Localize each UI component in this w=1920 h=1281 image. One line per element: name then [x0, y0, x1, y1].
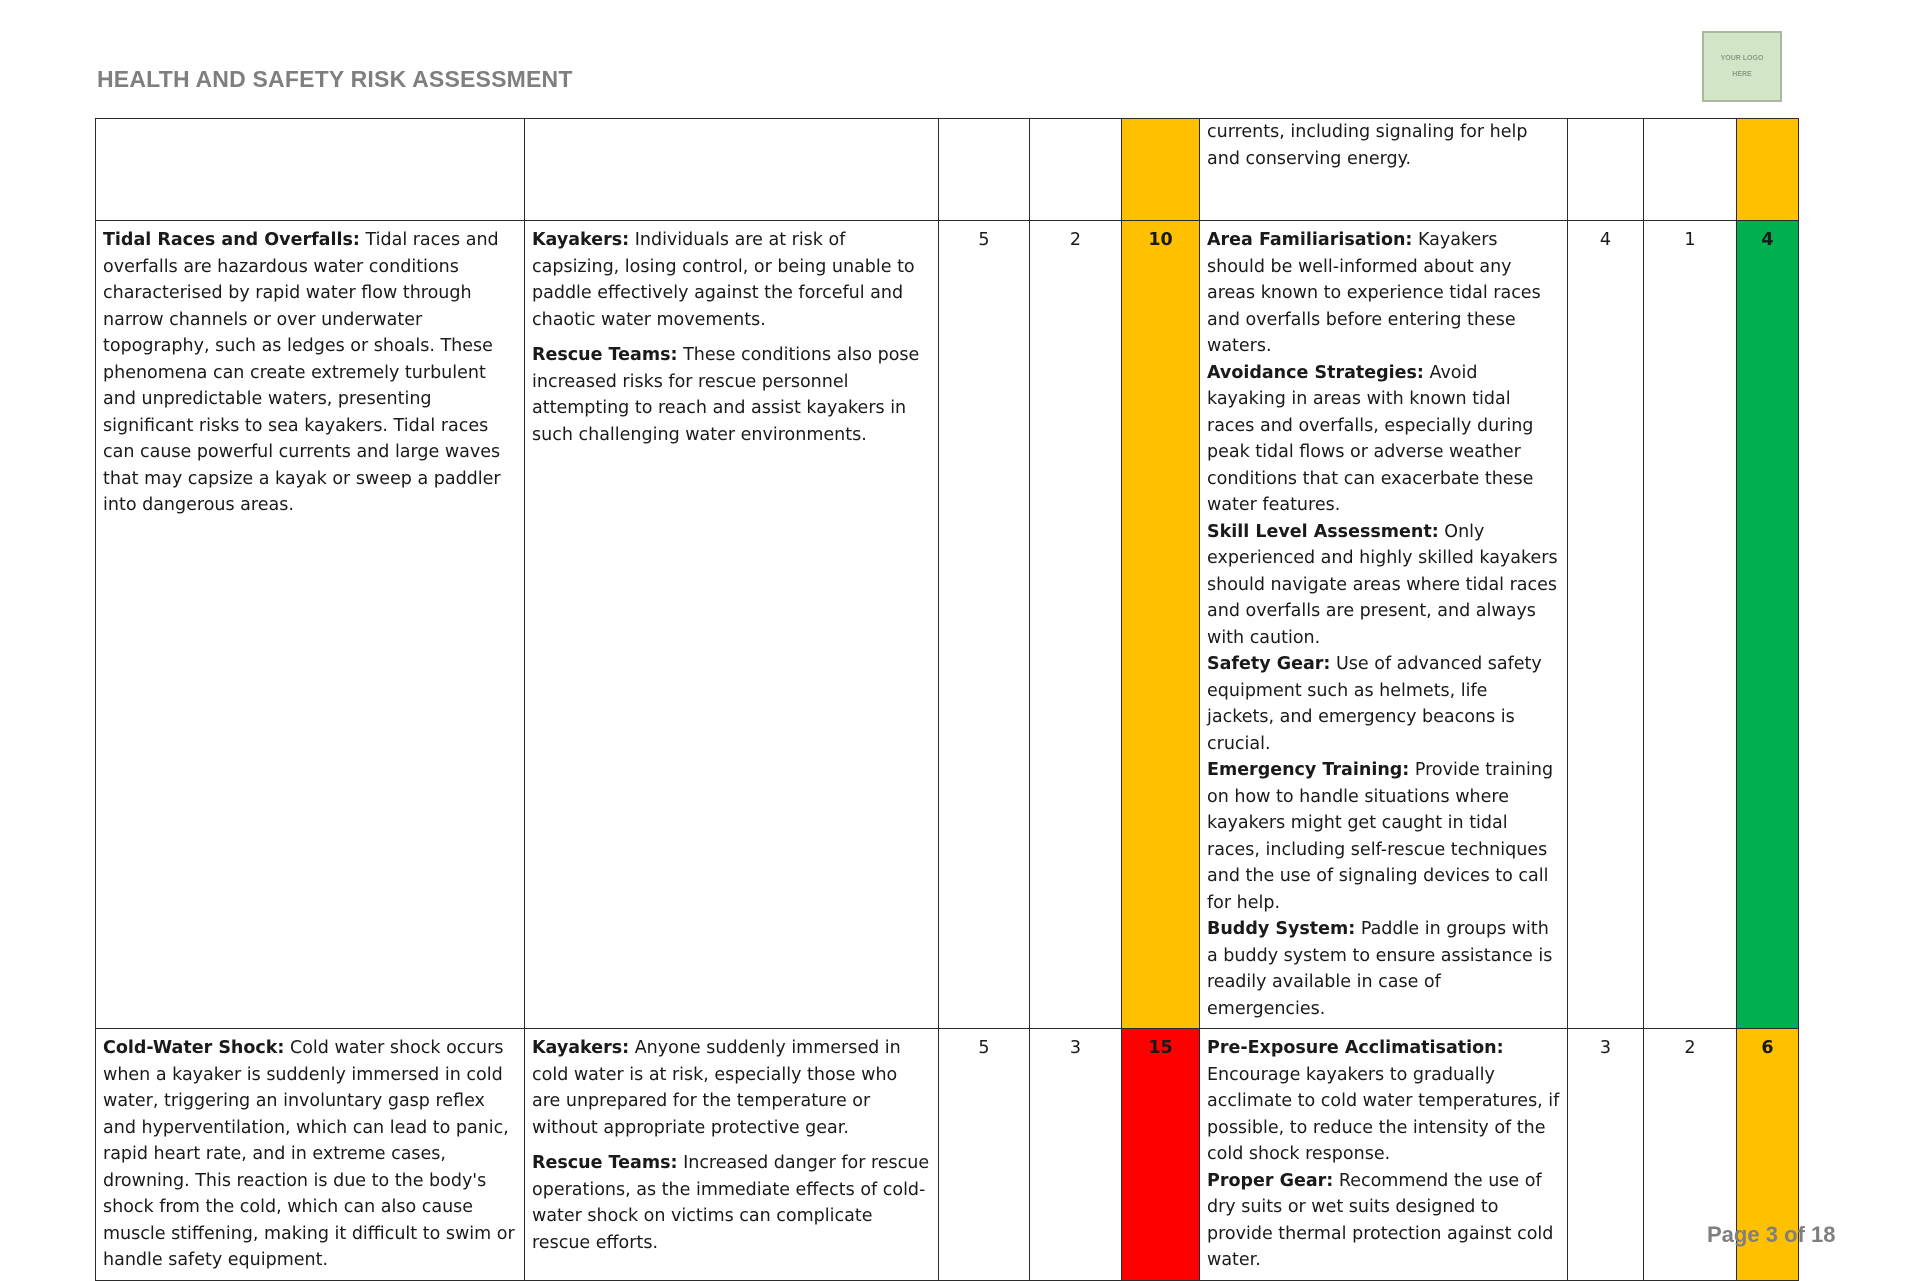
severity-cell [1030, 119, 1122, 221]
table-row [96, 119, 1799, 221]
table-row [96, 1029, 1799, 1281]
residual-likelihood-cell: 4 [1568, 221, 1644, 1029]
persons-at-risk-cell: Kayakers: Individuals are at risk of capsizing, losing control, or being unable to paddle effectively against the forceful and chaotic water movements. Rescue Teams: These conditions also pose increased risks for rescue personnel attempting to reach and assist kayakers in such challenging water environments. [525, 221, 939, 1029]
residual-severity-cell [1644, 119, 1737, 221]
severity-cell: 2 [1030, 221, 1122, 1029]
residual-likelihood-cell: 3 [1568, 1029, 1644, 1281]
page-number [1707, 1222, 1835, 1248]
residual-likelihood-cell [1568, 119, 1644, 221]
control-measures-cell: Pre-Exposure Acclimatisation: Encourage kayakers to gradually acclimate to cold water temperatures, if possible, to reduce the intensity of the cold shock response. Proper Gear: Recommend the use of dry suits or wet suits designed to provide thermal protection against cold water. [1200, 1029, 1568, 1281]
severity-cell: 3 [1030, 1029, 1122, 1281]
residual-severity-cell: 1 [1644, 221, 1737, 1029]
risk-rating-cell [1122, 119, 1200, 221]
residual-risk-cell: 4 [1737, 221, 1799, 1029]
residual-risk-cell: 6 [1737, 1029, 1799, 1281]
document-title: HEALTH AND SAFETY RISK ASSESSMENT [97, 66, 573, 92]
risk-rating-cell: 10 [1122, 221, 1200, 1029]
residual-risk-cell [1737, 119, 1799, 221]
risk-rating-cell: 15 [1122, 1029, 1200, 1281]
residual-severity-cell: 2 [1644, 1029, 1737, 1281]
logo-placeholder: YOUR LOGO HERE [1702, 31, 1782, 102]
hazard-cell [96, 119, 525, 221]
page-total: 18 [1810, 1222, 1836, 1247]
table-row [96, 221, 1799, 1029]
control-measures-cell: Area Familiarisation: Kayakers should be well-informed about any areas known to experience tidal races and overfalls before entering these waters. Avoidance Strategies: Avoid kayaking in areas with known tidal races and overfalls, especially during peak tidal flows or adverse weather conditions that can exacerbate these water features. Skill Level Assessment: Only experienced and highly skilled kayakers should navigate areas where tidal races and overfalls are present, and always with caution. Safety Gear: Use of advanced safety equipment such as helmets, life jackets, and emergency beacons is crucial. Emergency Training: Provide training on how to handle situations where kayakers might get caught in tidal races, including self-rescue techniques and the use of signaling devices to call for help. Buddy System: Paddle in groups with a buddy system to ensure assistance is readily available in case of emergencies. [1200, 221, 1568, 1029]
hazard-cell: Tidal Races and Overfalls: Tidal races and overfalls are hazardous water conditions characterised by rapid water flow through narrow channels or over underwater topography, such as ledges or shoals. These phenomena can create extremely turbulent and unpredictable waters, presenting significant risks to sea kayakers. Tidal races can cause powerful currents and large waves that may capsize a kayak or sweep a paddler into dangerous areas. [96, 221, 525, 1029]
hazard-cell: Cold-Water Shock: Cold water shock occurs when a kayaker is suddenly immersed in cold water, triggering an involuntary gasp reflex and hyperventilation, which can lead to panic, rapid heart rate, and in extreme cases, drowning. This reaction is due to the body's shock from the cold, which can also cause muscle stiffening, making it difficult to swim or handle safety equipment. [96, 1029, 525, 1281]
control-measures-cell: currents, including signaling for help and conserving energy. [1200, 119, 1568, 221]
likelihood-cell [939, 119, 1030, 221]
page-label: Page [1707, 1222, 1760, 1247]
risk-assessment-table [95, 118, 1799, 1281]
page-current: 3 [1765, 1222, 1778, 1247]
page-of-label: of [1784, 1222, 1805, 1247]
persons-at-risk-cell [525, 119, 939, 221]
likelihood-cell: 5 [939, 1029, 1030, 1281]
likelihood-cell: 5 [939, 221, 1030, 1029]
persons-at-risk-cell: Kayakers: Anyone suddenly immersed in cold water is at risk, especially those who are unprepared for the temperature or without appropriate protective gear. Rescue Teams: Increased danger for rescue operations, as the immediate effects of cold-water shock on victims can complicate rescue efforts. [525, 1029, 939, 1281]
